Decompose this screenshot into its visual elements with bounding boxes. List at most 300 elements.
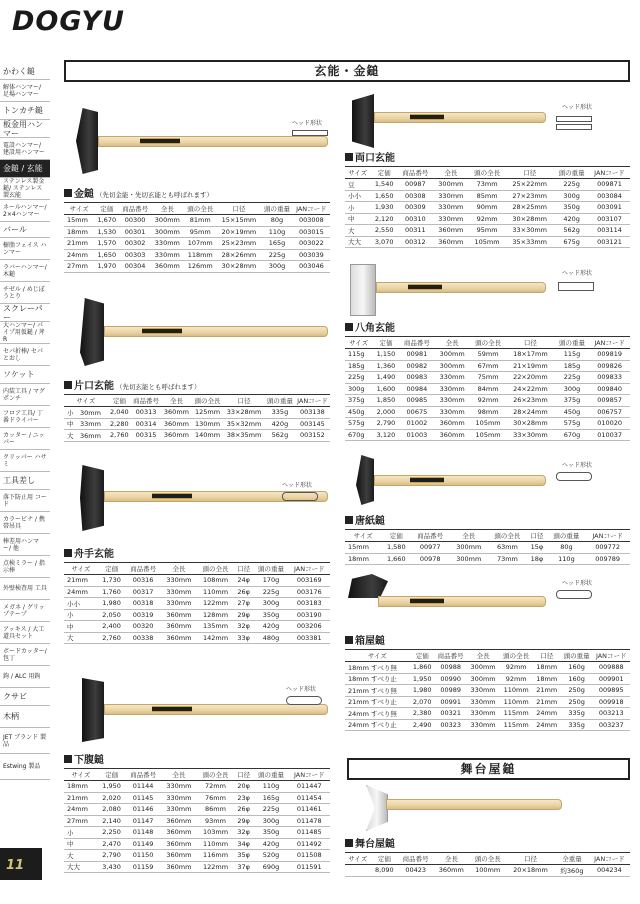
table-cell: 105mm bbox=[470, 418, 506, 430]
table-cell: 360mm bbox=[161, 632, 198, 644]
table-cell: 300g bbox=[253, 598, 288, 610]
kanazuchi-section bbox=[64, 188, 330, 273]
table-row bbox=[345, 225, 630, 237]
sidebar-item[interactable]: 木柄 bbox=[0, 706, 50, 728]
table-cell: 24mm すべり無 bbox=[345, 708, 410, 720]
table-cell: 350g bbox=[253, 609, 288, 621]
sidebar-item[interactable]: 落下防止用 コード bbox=[0, 490, 50, 512]
table-cell: 130mm bbox=[192, 418, 223, 430]
table-cell: 330mm bbox=[433, 202, 469, 214]
table-cell: 300mm bbox=[151, 226, 184, 238]
column-header: 全重量 bbox=[555, 853, 589, 865]
column-header: 口径 bbox=[505, 167, 554, 179]
column-header: サイズ bbox=[345, 337, 372, 349]
table-cell: 300g bbox=[253, 815, 288, 827]
table-cell: 00423 bbox=[398, 865, 433, 877]
table-cell: 360mm bbox=[151, 261, 184, 273]
table-cell: 300g bbox=[261, 261, 293, 273]
table-cell: 225g bbox=[555, 372, 590, 384]
table-cell: 116mm bbox=[197, 850, 234, 862]
table-cell: 350g bbox=[253, 827, 288, 839]
column-header: 頭の重量 bbox=[253, 769, 288, 781]
table-cell: 24mm すべり止 bbox=[345, 719, 410, 731]
sidebar-item[interactable]: 棒差用ハンマー/ 他 bbox=[0, 534, 50, 556]
table-cell: 330mm bbox=[434, 372, 470, 384]
table-row bbox=[64, 598, 330, 610]
column-header: JANコード bbox=[293, 203, 330, 215]
table-cell: 大 bbox=[64, 632, 98, 644]
table-cell: 大大 bbox=[64, 861, 98, 873]
column-header: 定価 bbox=[372, 337, 399, 349]
sidebar-item[interactable]: カッター / ニッパー bbox=[0, 428, 50, 450]
table-cell: 360mm bbox=[161, 430, 192, 442]
table-cell: 360mm bbox=[433, 865, 469, 877]
table-row bbox=[64, 792, 330, 804]
table-cell: 670g bbox=[345, 429, 372, 441]
table-cell: 15φ bbox=[526, 542, 547, 554]
table-cell: 011454 bbox=[289, 792, 330, 804]
table-cell: 330mm bbox=[434, 395, 470, 407]
table-cell: 009871 bbox=[589, 179, 630, 191]
sidebar-item[interactable]: ボードカッター/ 包丁 bbox=[0, 644, 50, 666]
katakuchi-section bbox=[64, 380, 330, 442]
table-cell: 小 bbox=[345, 202, 370, 214]
column-header: 全長 bbox=[433, 167, 469, 179]
table-cell: 大 36mm bbox=[64, 430, 108, 442]
table-cell: 01150 bbox=[126, 850, 161, 862]
karakami-section bbox=[345, 515, 630, 565]
table-cell: 011508 bbox=[289, 850, 330, 862]
table-cell: 27mm bbox=[64, 261, 94, 273]
table-cell: 165g bbox=[261, 238, 293, 250]
table-header-row bbox=[345, 853, 630, 865]
table-cell: 003190 bbox=[289, 609, 330, 621]
hakoya-section bbox=[345, 635, 630, 731]
table-cell: 3,430 bbox=[98, 861, 126, 873]
table-cell: 1,950 bbox=[98, 781, 126, 793]
head-shape-label: ヘッド形状 bbox=[286, 686, 317, 693]
table-cell: 160g bbox=[561, 662, 593, 674]
sidebar-item[interactable]: チゼル / めじぼうとり bbox=[0, 282, 50, 304]
sidebar-item[interactable]: JET ブランド 製品 bbox=[0, 728, 50, 754]
sidebar-item[interactable]: 鉤 / ALC 用鉤 bbox=[0, 666, 50, 688]
sidebar-item[interactable]: スクレーパー bbox=[0, 304, 50, 322]
table-cell: 00308 bbox=[398, 190, 433, 202]
table-cell: 225g bbox=[261, 249, 293, 261]
table-cell: 27×23mm bbox=[505, 190, 554, 202]
butaiya-table bbox=[345, 852, 630, 877]
table-cell: 92mm bbox=[469, 213, 505, 225]
column-header: 商品番号 bbox=[126, 563, 161, 575]
table-row bbox=[64, 575, 330, 587]
table-row bbox=[64, 621, 330, 633]
table-row bbox=[64, 781, 330, 793]
table-cell: 009918 bbox=[593, 696, 631, 708]
column-header: サイズ bbox=[64, 395, 108, 407]
table-cell: 72mm bbox=[197, 781, 234, 793]
table-cell: 00320 bbox=[126, 621, 161, 633]
table-cell: 20×19mm bbox=[217, 226, 262, 238]
table-cell: 21mm bbox=[64, 575, 98, 587]
column-header: 口径 bbox=[234, 769, 254, 781]
table-row bbox=[345, 236, 630, 248]
table-cell: 003114 bbox=[589, 225, 630, 237]
table-cell: 中 bbox=[345, 213, 370, 225]
table-cell: 21×19mm bbox=[506, 360, 555, 372]
table-cell: 小 30mm bbox=[64, 407, 108, 419]
sidebar-item[interactable]: 内装工具 / マグポンチ bbox=[0, 384, 50, 406]
table-cell: 1,980 bbox=[410, 685, 435, 697]
table-cell: 01003 bbox=[400, 429, 435, 441]
table-cell: 18mm すべり止 bbox=[345, 673, 410, 685]
table-cell: 004234 bbox=[589, 865, 630, 877]
column-header: 商品番号 bbox=[400, 337, 435, 349]
table-row bbox=[345, 213, 630, 225]
table-cell: 330mm bbox=[151, 238, 184, 250]
table-cell: 300mm bbox=[434, 360, 470, 372]
table-cell: 26φ bbox=[234, 804, 254, 816]
column-header: 頭の重量 bbox=[554, 167, 589, 179]
sidebar-item[interactable]: クリッパー ハサミ bbox=[0, 450, 50, 472]
table-cell: 107mm bbox=[184, 238, 217, 250]
head-shape-label: ヘッド形状 bbox=[562, 270, 593, 277]
table-cell: 76mm bbox=[197, 792, 234, 804]
column-header: サイズ bbox=[64, 203, 94, 215]
table-cell: 300mm bbox=[467, 673, 500, 685]
table-cell: 003206 bbox=[289, 621, 330, 633]
table-row bbox=[64, 261, 330, 273]
sidebar-item[interactable]: ネールハンマー/ 2×4ハンマー bbox=[0, 200, 50, 222]
sidebar-item[interactable]: セパ折棒/ セパとおし bbox=[0, 344, 50, 366]
table-cell: 1,950 bbox=[410, 673, 435, 685]
table-cell: 1,670 bbox=[94, 215, 119, 227]
section-title: 片口玄能 （先切玄能とも呼ばれます） bbox=[64, 380, 330, 394]
table-cell: 00675 bbox=[400, 406, 435, 418]
table-cell: 575g bbox=[345, 418, 372, 430]
table-cell: 1,930 bbox=[370, 202, 398, 214]
column-header: 頭の全長 bbox=[197, 563, 234, 575]
table-row bbox=[345, 360, 630, 372]
butaiya-section bbox=[345, 838, 630, 877]
table-cell: 00309 bbox=[398, 202, 433, 214]
column-header: JANコード bbox=[589, 853, 630, 865]
column-header: 頭の重量 bbox=[261, 203, 293, 215]
table-cell: 330mm bbox=[161, 598, 198, 610]
sidebar-item[interactable]: クサビ bbox=[0, 688, 50, 706]
table-row bbox=[64, 418, 330, 430]
table-row bbox=[345, 708, 630, 720]
table-cell: 330mm bbox=[151, 249, 184, 261]
table-row bbox=[64, 815, 330, 827]
table-cell: 37φ bbox=[234, 861, 254, 873]
table-row bbox=[345, 696, 630, 708]
table-cell: 24mm bbox=[64, 586, 98, 598]
table-cell: 00302 bbox=[119, 238, 151, 250]
table-cell: 33×28mm bbox=[223, 407, 265, 419]
table-cell: 122mm bbox=[197, 598, 234, 610]
table-cell: 420g bbox=[253, 621, 288, 633]
table-cell: 32φ bbox=[234, 827, 254, 839]
table-cell: 大 bbox=[345, 225, 370, 237]
table-row bbox=[64, 632, 330, 644]
sidebar-item[interactable]: カラービナ / 携帯吊具 bbox=[0, 512, 50, 534]
table-cell: 360mm bbox=[161, 609, 198, 621]
butaiya-image bbox=[352, 785, 562, 835]
head-shape-label: ヘッド形状 bbox=[562, 104, 593, 111]
sidebar-item[interactable]: Estwing 製品 bbox=[0, 754, 50, 780]
table-cell: 010020 bbox=[589, 418, 630, 430]
sidebar-item[interactable]: バール bbox=[0, 222, 50, 238]
kanazuchi-table bbox=[64, 202, 330, 273]
table-cell: 009833 bbox=[589, 372, 630, 384]
sidebar-item[interactable]: メガネ / グリップテープ bbox=[0, 600, 50, 622]
table-cell: 300mm bbox=[433, 179, 469, 191]
table-cell: 375g bbox=[345, 395, 372, 407]
section-title: 箱屋鎚 bbox=[345, 635, 630, 649]
table-cell: 小小 bbox=[345, 190, 370, 202]
table-header-row bbox=[345, 337, 630, 349]
sidebar-item[interactable]: アッキス / 大工道具セット bbox=[0, 622, 50, 644]
sidebar-item[interactable]: 外壁検査用 工具 bbox=[0, 578, 50, 600]
column-header: サイズ bbox=[345, 650, 410, 662]
table-cell: 185g bbox=[345, 360, 372, 372]
table-cell: 003022 bbox=[293, 238, 330, 250]
column-header: サイズ bbox=[64, 563, 98, 575]
table-cell: 00338 bbox=[126, 632, 161, 644]
table-cell: 003183 bbox=[289, 598, 330, 610]
table-cell: 26φ bbox=[234, 586, 254, 598]
table-row bbox=[345, 418, 630, 430]
table-cell: 300mm bbox=[449, 553, 488, 565]
table-cell: 330mm bbox=[433, 190, 469, 202]
column-header: 頭の全長 bbox=[184, 203, 217, 215]
table-cell: 01148 bbox=[126, 827, 161, 839]
table-cell: 30×28mm bbox=[217, 261, 262, 273]
column-header: 定価 bbox=[108, 395, 132, 407]
table-row bbox=[345, 553, 630, 565]
table-cell: 2,760 bbox=[98, 632, 126, 644]
table-cell: 2,120 bbox=[370, 213, 398, 225]
table-row bbox=[64, 430, 330, 442]
table-cell: 00313 bbox=[131, 407, 161, 419]
column-header: 定価 bbox=[370, 167, 398, 179]
table-cell: 85mm bbox=[469, 190, 505, 202]
table-cell: 115g bbox=[555, 349, 590, 361]
hakkaku-image bbox=[348, 262, 548, 322]
karakami-image bbox=[348, 455, 548, 511]
sidebar-item[interactable]: 電設ハンマー/ 建設用ハンマー bbox=[0, 138, 50, 160]
table-cell: 300g bbox=[554, 190, 589, 202]
table-header-row bbox=[64, 395, 330, 407]
column-header: 頭の全長 bbox=[192, 395, 223, 407]
column-header: 口径 bbox=[217, 203, 262, 215]
table-cell: 59mm bbox=[470, 349, 506, 361]
table-cell: 00977 bbox=[411, 542, 449, 554]
table-cell: 中 bbox=[64, 838, 98, 850]
sidebar-item[interactable]: ステンレス製金鎚/ ステンレス製玄能 bbox=[0, 178, 50, 200]
column-header: 全長 bbox=[434, 337, 470, 349]
table-cell: 011478 bbox=[289, 815, 330, 827]
table-cell: 小 bbox=[64, 827, 98, 839]
table-cell: 110g bbox=[548, 553, 586, 565]
table-cell: 575g bbox=[555, 418, 590, 430]
table-cell: 1,970 bbox=[94, 261, 119, 273]
table-cell: 25×23mm bbox=[217, 238, 262, 250]
table-cell: 81mm bbox=[184, 215, 217, 227]
table-cell: 00301 bbox=[119, 226, 151, 238]
table-cell: 00988 bbox=[435, 662, 467, 674]
table-cell: 003152 bbox=[295, 430, 330, 442]
table-cell: 115mm bbox=[500, 708, 533, 720]
table-cell: 003145 bbox=[295, 418, 330, 430]
sidebar-item[interactable]: 点検ミラー / 指示棒 bbox=[0, 556, 50, 578]
head-shape-diagram bbox=[282, 492, 318, 501]
sidebar-item[interactable]: 金鎚 / 玄能 bbox=[0, 160, 50, 178]
table-cell: 360mm bbox=[434, 429, 470, 441]
table-row bbox=[64, 827, 330, 839]
table-cell: 690g bbox=[253, 861, 288, 873]
table-cell: 30×28mm bbox=[505, 213, 554, 225]
table-row bbox=[64, 238, 330, 250]
head-shape-diagram bbox=[556, 116, 592, 122]
table-header-row bbox=[64, 563, 330, 575]
hakoya-table bbox=[345, 649, 630, 731]
table-cell: 330mm bbox=[434, 406, 470, 418]
table-cell: 330mm bbox=[161, 575, 198, 587]
table-cell: 35×32mm bbox=[223, 418, 265, 430]
table-cell: 00317 bbox=[126, 586, 161, 598]
sidebar-item[interactable]: 工具差し bbox=[0, 472, 50, 490]
sidebar-item[interactable]: かわく鎚 bbox=[0, 64, 50, 80]
table-cell: 24mm bbox=[64, 249, 94, 261]
table-cell: 330mm bbox=[161, 792, 198, 804]
column-header: 全長 bbox=[467, 650, 500, 662]
sidebar-item[interactable]: トンカチ鎚 bbox=[0, 102, 50, 120]
table-cell: 2,140 bbox=[98, 815, 126, 827]
table-cell: 30×28mm bbox=[506, 418, 555, 430]
table-cell: 1,360 bbox=[372, 360, 399, 372]
sidebar-item[interactable]: フロア工具/ 丁番ドライバー bbox=[0, 406, 50, 428]
table-cell: 2,470 bbox=[98, 838, 126, 850]
table-cell: 20φ bbox=[234, 781, 254, 793]
column-header: 頭の重量 bbox=[548, 530, 586, 542]
table-cell: 011492 bbox=[289, 838, 330, 850]
column-header: 口径 bbox=[234, 563, 254, 575]
column-header: 頭の全長 bbox=[500, 650, 533, 662]
table-cell: 98mm bbox=[470, 406, 506, 418]
table-row bbox=[345, 429, 630, 441]
table-cell: 3,120 bbox=[372, 429, 399, 441]
table-row bbox=[64, 838, 330, 850]
table-cell: 450g bbox=[555, 406, 590, 418]
table-cell: 28×24mm bbox=[506, 406, 555, 418]
table-cell: 300g bbox=[345, 383, 372, 395]
table-cell: 2,070 bbox=[410, 696, 435, 708]
table-cell: 335g bbox=[561, 708, 593, 720]
table-cell: 15mm bbox=[64, 215, 94, 227]
table-cell: 21mm bbox=[64, 792, 98, 804]
table-cell: 2,040 bbox=[108, 407, 132, 419]
table-cell: 360mm bbox=[161, 407, 192, 419]
table-cell: 1,580 bbox=[381, 542, 411, 554]
table-cell: 24mm bbox=[64, 804, 98, 816]
table-cell: 1,570 bbox=[94, 238, 119, 250]
table-cell: 00985 bbox=[400, 395, 435, 407]
table-cell: 大大 bbox=[345, 236, 370, 248]
table-cell: 00321 bbox=[435, 708, 467, 720]
table-cell: 140mm bbox=[192, 430, 223, 442]
sidebar-item[interactable]: ラバーハンマー/ 木鎚 bbox=[0, 260, 50, 282]
table-cell: 2,790 bbox=[372, 418, 399, 430]
table-cell: 21mm bbox=[64, 238, 94, 250]
table-cell: 25×22mm bbox=[505, 179, 554, 191]
table-cell: 35×33mm bbox=[505, 236, 554, 248]
table-cell: 010037 bbox=[589, 429, 630, 441]
table-cell: 8,090 bbox=[371, 865, 399, 877]
table-cell: 2,380 bbox=[410, 708, 435, 720]
sidebar-item[interactable]: ソケット bbox=[0, 366, 50, 384]
table-cell: 00982 bbox=[400, 360, 435, 372]
table-cell: 24×22mm bbox=[506, 383, 555, 395]
table-cell: 2,080 bbox=[98, 804, 126, 816]
brand-logo: DOGYU bbox=[12, 6, 125, 37]
table-cell: 011461 bbox=[289, 804, 330, 816]
table-cell: 18φ bbox=[526, 553, 547, 565]
table-cell: 335g bbox=[561, 719, 593, 731]
table-cell: 670g bbox=[555, 429, 590, 441]
table-cell: 00300 bbox=[119, 215, 151, 227]
table-cell: 1,730 bbox=[98, 575, 126, 587]
table-cell: 24mm bbox=[533, 719, 561, 731]
column-header: 口径 bbox=[526, 530, 547, 542]
table-cell: 110g bbox=[261, 226, 293, 238]
table-cell: 24φ bbox=[234, 575, 254, 587]
column-header: 頭の全長 bbox=[197, 769, 234, 781]
column-header: JANコード bbox=[589, 337, 630, 349]
table-cell: 00312 bbox=[398, 236, 433, 248]
table-cell: 330mm bbox=[467, 685, 500, 697]
table-cell: 00991 bbox=[435, 696, 467, 708]
funate-table bbox=[64, 562, 330, 644]
table-cell: 29φ bbox=[234, 609, 254, 621]
sidebar-item[interactable]: 板金用ハンマー bbox=[0, 120, 50, 138]
table-cell: 330mm bbox=[433, 213, 469, 225]
table-row bbox=[345, 406, 630, 418]
table-cell: 中 bbox=[64, 621, 98, 633]
column-header: 口径 bbox=[506, 853, 555, 865]
table-cell: 420g bbox=[554, 213, 589, 225]
table-cell: 675g bbox=[554, 236, 589, 248]
table-cell: 003107 bbox=[589, 213, 630, 225]
table-cell: 330mm bbox=[161, 586, 198, 598]
table-cell: 29φ bbox=[234, 815, 254, 827]
table-cell: 33φ bbox=[234, 632, 254, 644]
table-cell: 350g bbox=[554, 202, 589, 214]
table-cell: 003039 bbox=[293, 249, 330, 261]
sidebar-item[interactable]: 解体ハンマー/ 足場ハンマー bbox=[0, 80, 50, 102]
table-cell: 00983 bbox=[400, 372, 435, 384]
column-header: サイズ bbox=[345, 530, 381, 542]
head-shape-diagram bbox=[558, 282, 594, 291]
sidebar-item[interactable]: 樹脂フェイス ハンマー bbox=[0, 238, 50, 260]
sidebar-item[interactable]: 大ハンマー/ パイプ用仮鎚 / 斧R bbox=[0, 322, 50, 344]
column-header: 全長 bbox=[449, 530, 488, 542]
table-cell: 00978 bbox=[411, 553, 449, 565]
table-cell: 33×30mm bbox=[505, 225, 554, 237]
table-cell: 33×30mm bbox=[506, 429, 555, 441]
head-shape-label: ヘッド形状 bbox=[282, 482, 313, 489]
table-cell: 84mm bbox=[470, 383, 506, 395]
